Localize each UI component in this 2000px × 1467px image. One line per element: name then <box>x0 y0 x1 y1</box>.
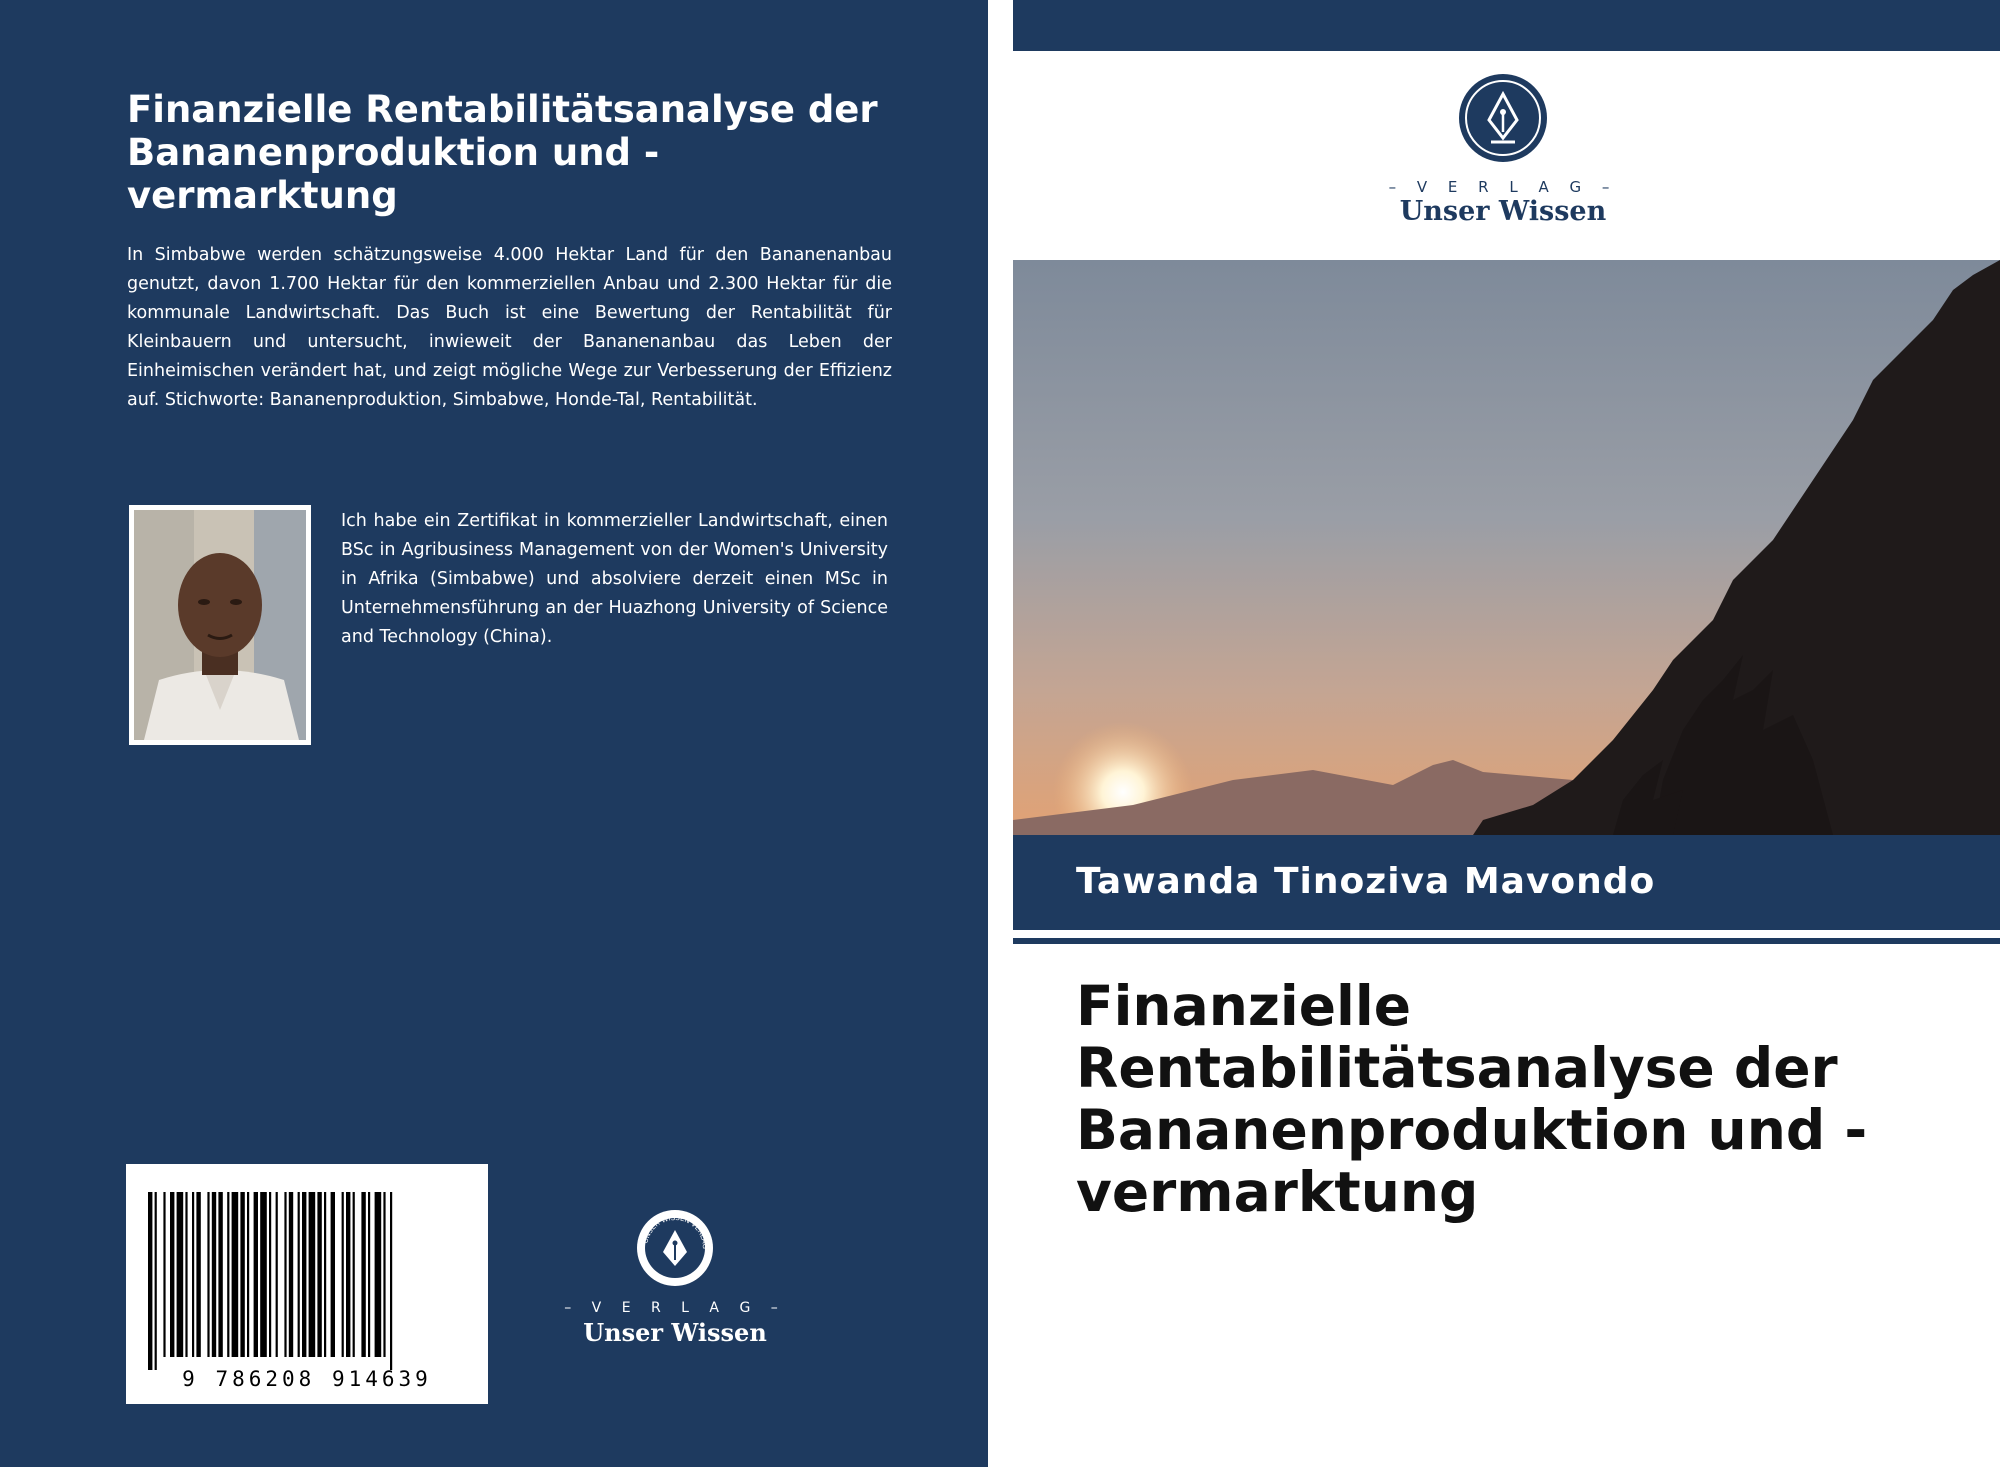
barcode-bar <box>218 1192 222 1357</box>
verlag-label: – V E R L A G – <box>1388 178 1618 196</box>
barcode-bar <box>289 1192 293 1357</box>
barcode-icon <box>148 1192 392 1370</box>
seal-text: UNSER WISSEN VERLAG <box>641 1213 710 1250</box>
barcode-bar <box>177 1192 184 1357</box>
barcode-bar <box>353 1192 355 1357</box>
publisher-name: Unser Wissen <box>1399 196 1607 227</box>
barcode-bar <box>342 1192 344 1357</box>
barcode-bar <box>260 1192 267 1357</box>
author-bio: Ich habe ein Zertifikat in kommerzieller Landwirtschaft, einen BSc in Agribusiness Management von der Women's University in Afrika (Simbabwe) und absolviere derzeit einen MSc in Unternehmensführung an der Huazhong University of Science and Technology (China). <box>341 511 888 647</box>
barcode-bar <box>331 1192 335 1357</box>
barcode-bar <box>383 1192 385 1357</box>
barcode-bar <box>212 1192 216 1357</box>
author-band <box>1013 835 2000 930</box>
fountain-pen-nib-icon <box>635 1208 715 1288</box>
barcode-bar <box>227 1192 229 1357</box>
barcode-bar <box>148 1192 152 1370</box>
front-publisher-logo <box>1363 72 1643 227</box>
barcode-bar <box>298 1192 300 1357</box>
verlag-label: – V E R L A G – <box>564 1300 786 1316</box>
front-cover <box>1013 0 2000 1467</box>
barcode-bar <box>269 1192 271 1357</box>
back-cover <box>0 0 988 1467</box>
barcode-bar <box>390 1192 392 1370</box>
front-cover-title: Finanzielle Rentabilitätsanalyse der Bananenproduktion und -vermarktung <box>1076 974 1868 1224</box>
back-publisher-logo <box>560 1208 790 1347</box>
barcode-bar <box>240 1192 244 1357</box>
barcode-bar <box>361 1192 365 1357</box>
cover-photo-sunset-pines <box>1013 260 2000 835</box>
barcode-bar <box>196 1192 200 1357</box>
barcode-bar <box>317 1192 321 1357</box>
isbn-barcode <box>126 1164 488 1404</box>
spine-gap <box>988 0 1013 1467</box>
barcode-bar <box>284 1192 286 1357</box>
isbn-digits: 9 786208 914639 <box>182 1367 432 1391</box>
barcode-bar <box>346 1192 350 1357</box>
barcode-bar <box>375 1192 382 1357</box>
barcode-bar <box>170 1192 174 1357</box>
barcode-bar <box>207 1192 209 1357</box>
author-photo <box>129 505 311 745</box>
barcode-bar <box>302 1192 306 1357</box>
publisher-name: Unser Wissen <box>583 1318 767 1347</box>
barcode-bar <box>276 1192 278 1357</box>
barcode-bar <box>368 1192 370 1357</box>
divider <box>1013 938 2000 944</box>
barcode-bar <box>324 1192 326 1357</box>
back-cover-title: Finanzielle Rentabilitätsanalyse der Bananenproduktion und -vermarktung <box>127 88 878 217</box>
barcode-bar <box>232 1192 239 1357</box>
front-top-bar <box>1013 0 2000 51</box>
barcode-bar <box>185 1192 187 1357</box>
barcode-bar <box>247 1192 249 1357</box>
barcode-bar <box>155 1192 157 1370</box>
barcode-bar <box>309 1192 316 1357</box>
barcode-bar <box>163 1192 165 1357</box>
barcode-bar <box>192 1192 194 1357</box>
barcode-bar <box>254 1192 258 1357</box>
author-name: Tawanda Tinoziva Mavondo <box>1076 861 1656 902</box>
book-blurb: In Simbabwe werden schätzungsweise 4.000 Hektar Land für den Bananenanbau genutzt, davon 1.700 Hektar für den kommerziellen Anbau und 2.300 Hektar für die kommunale Landwirtschaft. Das Buch ist eine Bewertung der Rentabilität für Kleinbauern und untersucht, inwieweit der Bananenanbau das Leben der Einheimischen verändert hat, und zeigt mögliche Wege zur Verbesserung der Effizienz auf. Stichworte: Bananenproduktion, Simbabwe, Honde-Tal, Rentabilität. <box>127 245 892 410</box>
fountain-pen-nib-icon <box>1457 72 1549 164</box>
